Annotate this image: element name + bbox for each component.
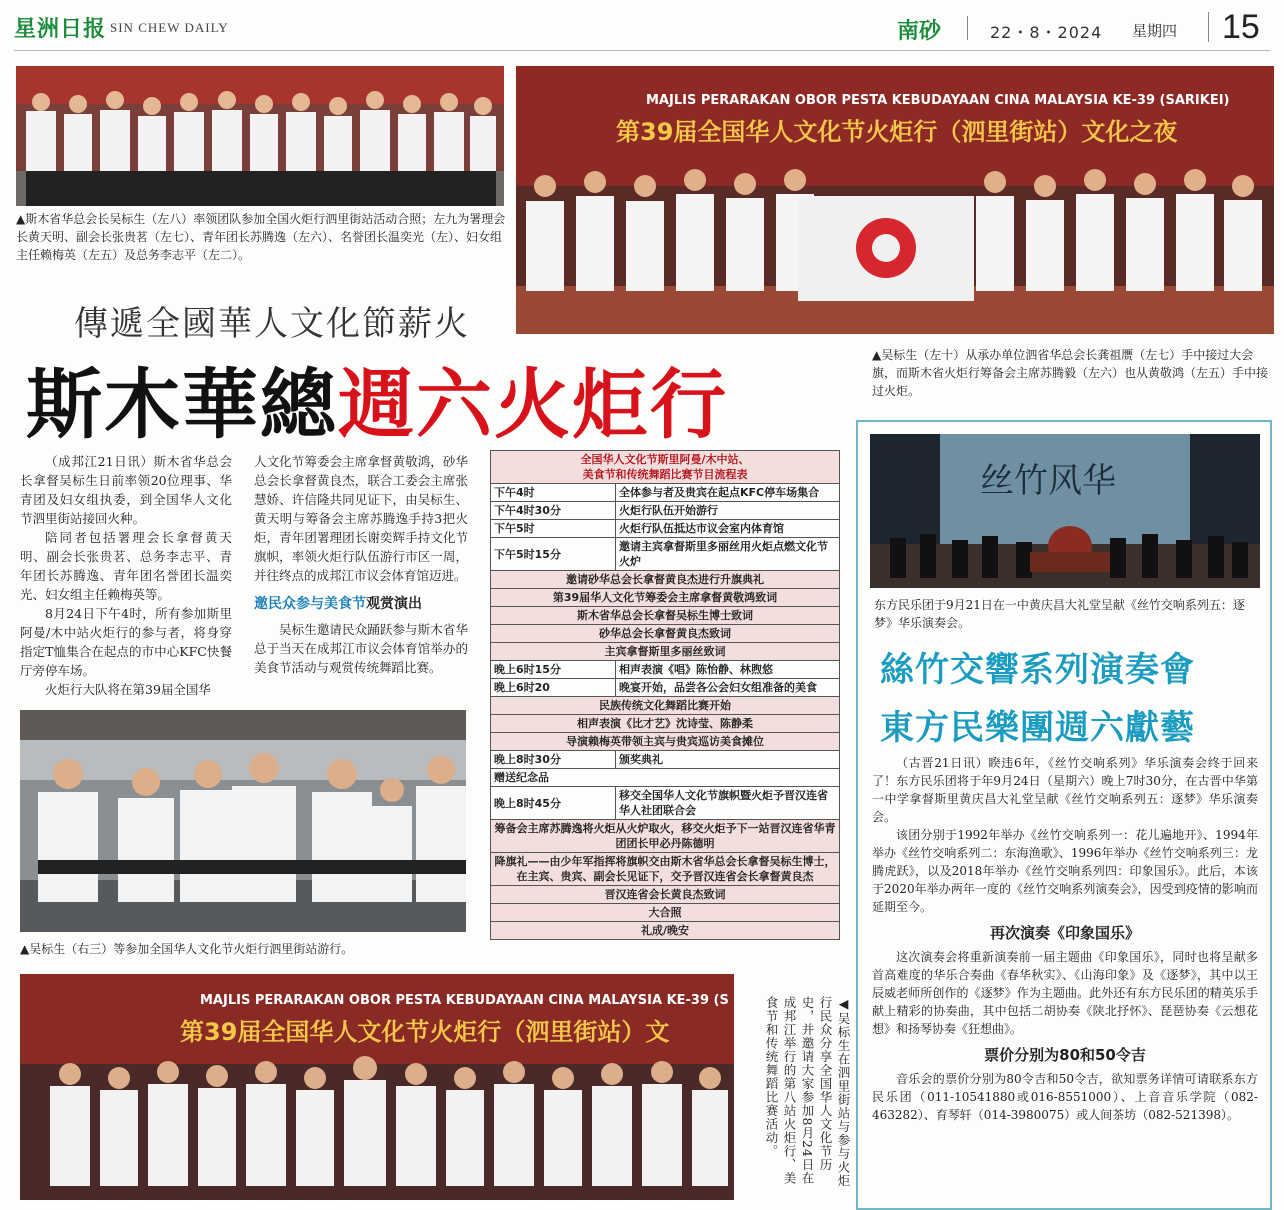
masthead: [0, 0, 1284, 52]
schedule-time: 晚上8时30分: [491, 751, 616, 769]
headline: [26, 344, 728, 453]
schedule-row: [491, 607, 840, 625]
schedule-event: 民族传统文化舞蹈比赛开始: [491, 697, 840, 715]
photo-caption-right: 东方民乐团于9月21日在一中黄庆昌大礼堂呈献《丝竹交响系列五：逐梦》华乐演奏会。: [874, 598, 1245, 630]
schedule-event: 邀请砂华总会长拿督黄良杰进行升旗典礼: [491, 571, 840, 589]
schedule-time: 晚上8时45分: [491, 787, 616, 820]
article-paragraph: 火炬行大队将在第39届全国华: [45, 682, 211, 697]
article-paragraph: 人文化节筹委会主席拿督黄敬鸿，砂华总会长拿督黄良杰，联合工委会主席张慧娇、许信隆共同见证下，由吴标生、黄天明与筹备会主席苏腾逸手持3把火炬，青年团署理团长谢奕辉手持文化节旗帜，率领火炬行队伍游行市区一周，并往终点的成邦江市议会体育馆迈进。: [254, 454, 468, 583]
schedule-row: [491, 571, 840, 589]
photo-caption-4: ◀吴标生在泗里街站与参与火炬行民众分享全国华人文化节历史，并邀请大家参加8月24日在成邦江举行的第八站火炬行、美食节和传统舞蹈比赛活动。: [764, 996, 851, 1188]
schedule-row: [491, 769, 840, 787]
schedule-time: 下午4时30分: [491, 502, 616, 520]
article-paragraph: （古晋21日讯）睽违6年，《丝竹交响系列》华乐演奏会终于回来了！东方民乐团将于年9月24日（星期六）晚上7时30分，在古晋中华第一中学拿督斯里黄庆昌大礼堂呈献《丝竹交响系列五：逐梦》华乐演奏会。: [872, 756, 1258, 824]
group-photo-2: [516, 66, 1274, 334]
headline-red: 週六火炬行: [338, 360, 728, 449]
schedule-row: [491, 853, 840, 886]
schedule-row: [491, 820, 840, 853]
schedule-time: 下午4时: [491, 484, 616, 502]
banner-text-cn: 第39届全国华人文化节火炬行（泗里街站）文: [180, 1018, 670, 1046]
stage-photo: [20, 974, 734, 1200]
article-column-1: [20, 452, 232, 699]
schedule-row: [491, 520, 840, 538]
article-paragraph: 这次演奏会将重新演奏前一届主题曲《印象国乐》，同时也将呈献多首高难度的华乐合奏曲《春华秋实》、《山海印象》及《逐梦》，其中以王辰威老师所创作的《逐梦》作为主题曲。此外还有东方民乐团的精英乐手献上精彩的协奏曲，其中包括二胡协奏《陕北抒怀》、琵琶协奏《云想花想》和扬琴协奏《狂想曲》。: [872, 950, 1258, 1036]
article-paragraph: 陪同者包括署理会长拿督黄天明、副会长张贵茗、总务李志平、青年团长苏腾逸、青年团名誉团长温奕光、妇女组主任赖梅英等。: [20, 530, 232, 602]
schedule-row: [491, 661, 840, 679]
schedule-row: [491, 715, 840, 733]
schedule-row: [491, 589, 840, 607]
schedule-event: 第39届华人文化节筹委会主席拿督黄敬鸿致词: [491, 589, 840, 607]
headline-black: 斯木華總: [26, 360, 338, 449]
schedule-row: [491, 751, 840, 769]
banner-text-cn: 第39届全国华人文化节火炬行（泗里街站）文化之夜: [616, 118, 1178, 146]
schedule-event: 大合照: [491, 904, 840, 922]
schedule-table: [490, 450, 840, 940]
schedule-row: [491, 625, 840, 643]
section-label: 南砂: [897, 19, 942, 44]
divider: [967, 16, 968, 40]
issue-date: 22・8・2024: [990, 23, 1103, 42]
concert-article-body: [872, 754, 1258, 1124]
schedule-event: 晚宴开始，品尝各公会妇女组准备的美食: [616, 679, 840, 697]
photo-caption-1: ▲斯木省华总会长吴标生（左八）率领团队参加全国火炬行泗里街站活动合照；左九为署理会长黄天明、副会长张贵茗（左七）、青年团长苏腾逸（左六）、名誉团长温奕光（左）、妇女组主任赖梅英（左五）及总务李志平（左二）。: [16, 212, 506, 262]
schedule-title: 全国华人文化节斯里阿曼/木中站、 美食节和传统舞蹈比赛节目流程表: [491, 451, 840, 484]
article-paragraph: 音乐会的票价分别为80令吉和50令吉，欲知票务详情可请联系东方民乐团（011-10541880或016-8551000）、上音音乐学院（082-463282）、育琴轩（014-3980075）或人间茶坊（082-521398）。: [872, 1072, 1258, 1122]
article-paragraph: 8月24日下午4时，所有参加斯里阿曼/木中站火炬行的参与者，将身穿指定T恤集合在起点的市中心KFC快餐厅旁停车场。: [20, 606, 232, 678]
photo-caption-2: ▲吴标生（左十）从承办单位泗省华总会长龚祖赝（左七）手中接过大会旗，而斯木省火炬行筹备会主席苏腾毅（左六）也从黄敬鸿（左五）手中接过火炬。: [872, 348, 1269, 398]
schedule-event: 相声表演《比才艺》沈诗莹、陈静柔: [491, 715, 840, 733]
schedule-event: 全体参与者及贵宾在起点KFC停车场集合: [616, 484, 840, 502]
subhead-black: 观赏演出: [366, 596, 422, 612]
photo-title-text: 丝竹风华: [980, 461, 1116, 501]
schedule-time: 下午5时15分: [491, 538, 616, 571]
concert-subhead-1: 再次演奏《印象国乐》: [989, 924, 1140, 942]
schedule-time: 晚上6时15分: [491, 661, 616, 679]
article-paragraph: （成邦江21日讯）斯木省华总会长拿督吴标生日前率领20位理事、华青团及妇女组执委，到全国华人文化节泗里街站接回火种。: [20, 454, 232, 526]
photo-caption-3: ▲吴标生（右三）等参加全国华人文化节火炬行泗里街站游行。: [20, 942, 354, 956]
schedule-event: 相声表演《唱》陈怡静、林煦悠: [616, 661, 840, 679]
divider: [1208, 12, 1209, 42]
schedule-time: 赠送纪念品: [491, 769, 840, 787]
schedule-time: 下午5时: [491, 520, 616, 538]
article-subhead: [254, 595, 468, 614]
banner-text: MAJLIS PERARAKAN OBOR PESTA KEBUDAYAAN CINA MALAYSIA KE-39 (SARIKEI): [646, 93, 1230, 108]
schedule-row: [491, 733, 840, 751]
schedule-row: [491, 643, 840, 661]
orchestra-photo: [870, 434, 1260, 588]
parade-photo: [20, 710, 466, 932]
schedule-event: 颁奖典礼: [616, 751, 840, 769]
issue-weekday: 星期四: [1132, 22, 1178, 40]
banner-text: MAJLIS PERARAKAN OBOR PESTA KEBUDAYAAN CINA MALAYSIA KE-39 (S: [200, 993, 729, 1008]
newspaper-name-en: SIN CHEW DAILY: [110, 20, 229, 35]
article-paragraph: 该团分别于1992年举办《丝竹交响系列一：花儿遍地开》、1994年举办《丝竹交响系列二：东海渔歌》、1996年举办《丝竹交响系列三：龙腾虎跃》，以及2018年举办《丝竹交响系列四：印象国乐》。此后，本该于2020年举办两年一度的《丝竹交响系列演奏会》，因受到疫情的影响而延期至今。: [872, 828, 1258, 914]
schedule-event: 火炬行队伍抵达市议会室内体育馆: [616, 520, 840, 538]
schedule-event: 邀请主宾拿督斯里多丽丝用火炬点燃文化节火炉: [616, 538, 840, 571]
page-number: 15: [1222, 8, 1260, 46]
schedule-row: [491, 922, 840, 940]
schedule-event: 主宾拿督斯里多丽丝致词: [491, 643, 840, 661]
schedule-event: 斯木省华总会长拿督吴标生博士致词: [491, 607, 840, 625]
header-rule: [14, 50, 1270, 51]
schedule-row: [491, 886, 840, 904]
article-column-2: [254, 452, 468, 677]
concert-headline-1: 絲竹交響系列演奏會: [880, 650, 1195, 690]
schedule-event: 筹备会主席苏腾逸将火炬从火炉取火，移交火炬予下一站晋汉连省华青团团长甲必丹陈德明: [491, 820, 840, 853]
schedule-row: [491, 679, 840, 697]
schedule-row: [491, 538, 840, 571]
schedule-event: 砂华总会长拿督黄良杰致词: [491, 625, 840, 643]
schedule-event: 礼成/晚安: [491, 922, 840, 940]
subheadline: 傳遞全國華人文化節薪火: [74, 304, 470, 344]
newspaper-logo: 星洲日报: [14, 17, 107, 42]
schedule-time: 晚上6时20: [491, 679, 616, 697]
schedule-event: 移交全国华人文化节旗帜暨火炬予晋汉连省华人社团联合会: [616, 787, 840, 820]
schedule-row: [491, 484, 840, 502]
schedule-event: 火炬行队伍开始游行: [616, 502, 840, 520]
concert-headline-2: 東方民樂團週六獻藝: [880, 708, 1195, 748]
schedule-event: 降旗礼——由少年军指挥将旗帜交由斯木省华总会长拿督吴标生博士，在主宾、贵宾、副会长见证下，交予晋汉连省会长拿督黄良杰: [491, 853, 840, 886]
subhead-blue: 邀民众参与美食节: [254, 596, 366, 612]
schedule-event: 导演赖梅英带领主宾与贵宾巡访美食摊位: [491, 733, 840, 751]
schedule-row: [491, 787, 840, 820]
group-photo-1: [16, 66, 504, 206]
schedule-event: 晋汉连省会长黄良杰致词: [491, 886, 840, 904]
schedule-row: [491, 697, 840, 715]
concert-subhead-2: 票价分别为80和50令吉: [984, 1046, 1146, 1064]
schedule-row: [491, 904, 840, 922]
schedule-row: [491, 502, 840, 520]
article-paragraph: 吴标生邀请民众踊跃参与斯木省华总于当天在成邦江市议会体育馆举办的美食节活动与观赏传统舞蹈比赛。: [254, 622, 468, 675]
